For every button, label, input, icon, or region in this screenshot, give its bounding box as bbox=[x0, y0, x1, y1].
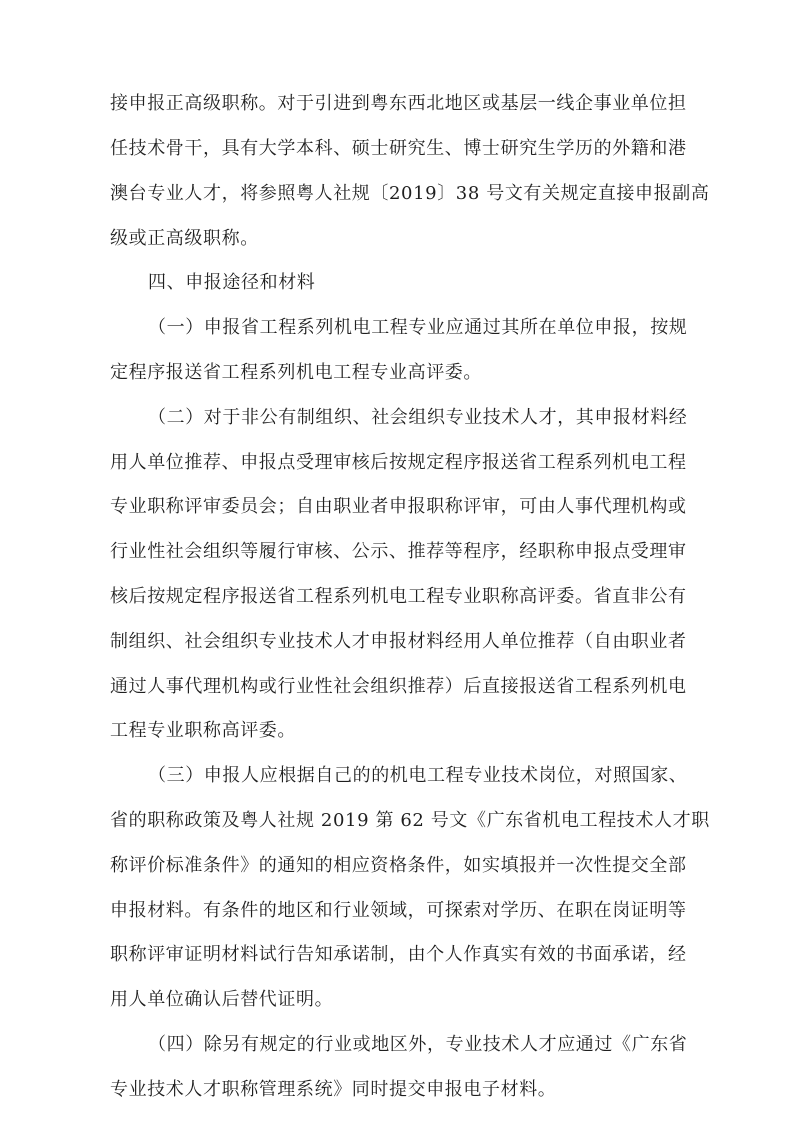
text-line-21: 用人单位确认后替代证明。 bbox=[110, 989, 334, 1010]
text-line-15: 工程专业职称高评委。 bbox=[110, 720, 296, 741]
text-line-16: （三）申报人应根据自己的的机电工程专业技术岗位，对照国家、 bbox=[148, 765, 688, 786]
text-line-18: 称评价标准条件》的通知的相应资格条件，如实填报并一次性提交全部 bbox=[110, 855, 687, 876]
text-line-6: （一）申报省工程系列机电工程专业应通过其所在单位申报，按规 bbox=[148, 317, 688, 338]
text-line-19: 申报材料。有条件的地区和行业领域，可探索对学历、在职在岗证明等 bbox=[110, 900, 687, 921]
text-line-2: 任技术骨干，具有大学本科、硕士研究生、博士研究生学历的外籍和港 bbox=[110, 138, 687, 159]
text-line-14: 通过人事代理机构或行业性社会组织推荐）后直接报送省工程系列机电 bbox=[110, 676, 687, 697]
text-line-9: 用人单位推荐、申报点受理审核后按规定程序报送省工程系列机电工程 bbox=[110, 452, 687, 473]
text-line-12: 核后按规定程序报送省工程系列机电工程专业职称高评委。省直非公有 bbox=[110, 586, 687, 607]
text-line-1: 接申报正高级职称。对于引进到粤东西北地区或基层一线企事业单位担 bbox=[110, 93, 687, 114]
text-line-17: 省的职称政策及粤人社规 2019 第 62 号文《广东省机电工程技术人才职 bbox=[110, 810, 710, 831]
text-line-23: 专业技术人才职称管理系统》同时提交申报电子材料。 bbox=[110, 1079, 557, 1100]
text-line-20: 职称评审证明材料试行告知承诺制，由个人作真实有效的书面承诺，经 bbox=[110, 944, 687, 965]
text-line-13: 制组织、社会组织专业技术人才申报材料经用人单位推荐（自由职业者 bbox=[110, 631, 687, 652]
text-line-7: 定程序报送省工程系列机电工程专业高评委。 bbox=[110, 362, 482, 383]
section-heading: 四、申报途径和材料 bbox=[148, 272, 316, 293]
text-line-8: （二）对于非公有制组织、社会组织专业技术人才，其申报材料经 bbox=[148, 407, 688, 428]
text-line-3: 澳台专业人才，将参照粤人社规〔2019〕38 号文有关规定直接申报副高 bbox=[110, 183, 710, 204]
text-line-10: 专业职称评审委员会；自由职业者申报职称评审，可由人事代理机构或 bbox=[110, 496, 687, 517]
text-line-11: 行业性社会组织等履行审核、公示、推荐等程序，经职称申报点受理审 bbox=[110, 541, 687, 562]
text-line-22: （四）除另有规定的行业或地区外，专业技术人才应通过《广东省 bbox=[148, 1034, 688, 1055]
text-line-4: 级或正高级职称。 bbox=[110, 228, 259, 249]
